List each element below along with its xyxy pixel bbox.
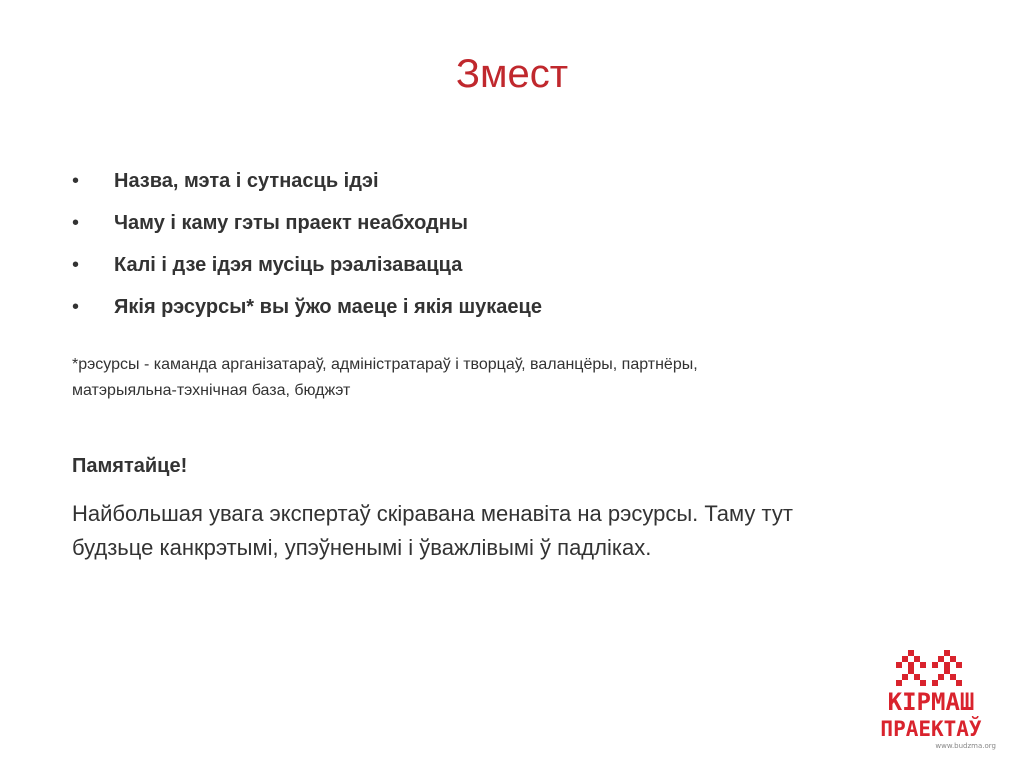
remember-heading: Памятайце!: [72, 455, 188, 477]
slide-title: Змест: [455, 52, 569, 96]
bullet-text: Чаму і каму гэты праект неабходны: [114, 212, 468, 234]
bullet-marker: •: [72, 254, 80, 276]
paragraph-line: будзьце канкрэтымі, упэўненымі і ўважлівымі ў падліках.: [72, 535, 652, 560]
paragraph-line: Найбольшая увага экспертаў скіравана менавіта на рэсурсы. Таму тут: [72, 501, 793, 526]
list-item: [72, 286, 542, 328]
logo-url: www.budzma.org: [935, 742, 996, 750]
advice-paragraph: [72, 497, 952, 565]
note-line: матэрыяльна-тэхнічная база, бюджэт: [72, 382, 351, 399]
bullet-text: Назва, мэта і сутнасць ідэі: [114, 170, 379, 192]
logo-line1: КІРМАШ: [887, 688, 975, 716]
bullet-marker: •: [72, 212, 80, 234]
logo-line2: ПРАЕКТАЎ: [880, 717, 982, 741]
ornament-figures-icon: [896, 650, 962, 686]
bullet-marker: •: [72, 170, 80, 192]
resources-note: [72, 352, 932, 404]
list-item: [72, 202, 542, 244]
kirmash-praektau-logo: [856, 648, 1006, 753]
list-item: [72, 160, 542, 202]
bullet-text: Калі і дзе ідэя мусіць рэалізавацца: [114, 254, 463, 276]
bullet-text: Якія рэсурсы* вы ўжо маеце і якія шукаеце: [114, 296, 542, 318]
note-line: *рэсурсы - каманда арганізатараў, адміністратараў і творцаў, валанцёры, партнёры,: [72, 356, 698, 373]
list-item: [72, 244, 542, 286]
bullet-list: [72, 160, 542, 328]
bullet-marker: •: [72, 296, 80, 318]
